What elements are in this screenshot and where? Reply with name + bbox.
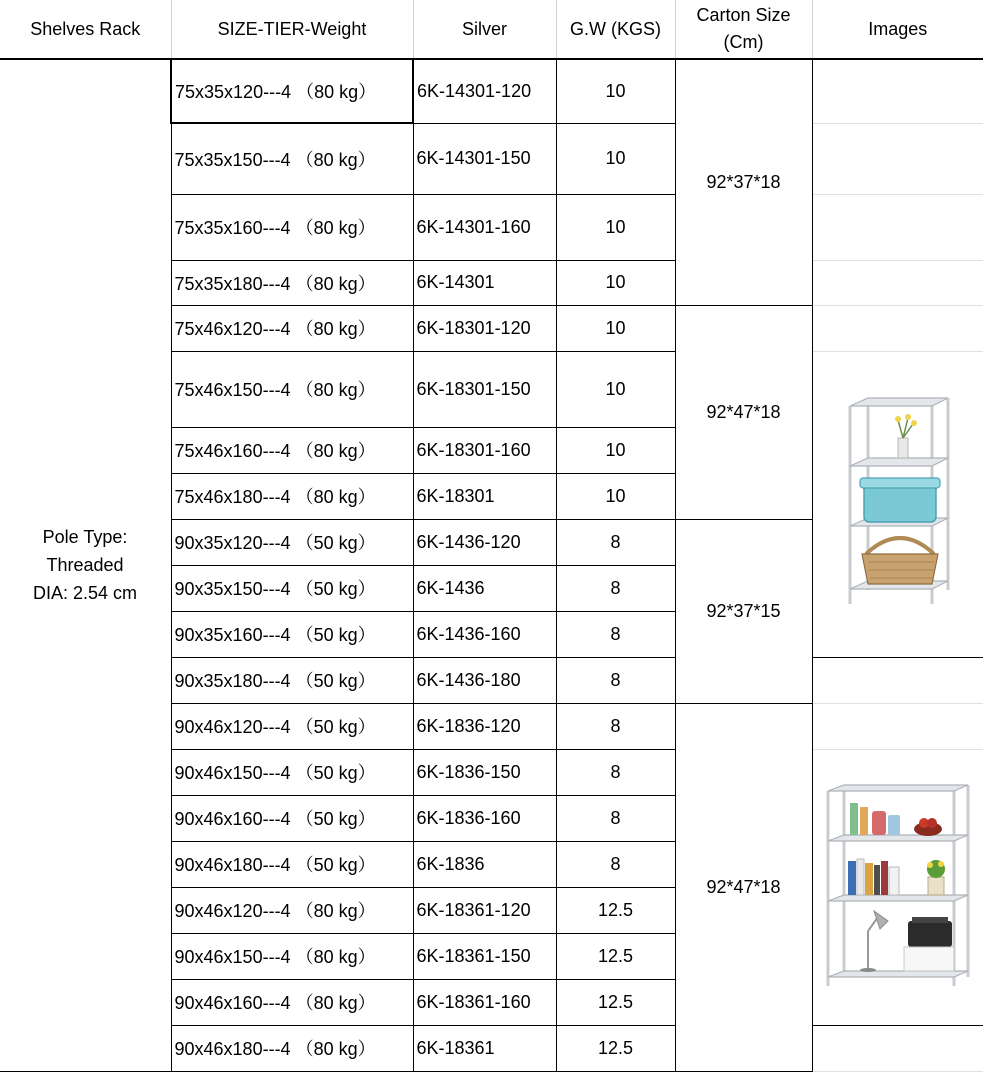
pole-diameter: DIA: 2.54 cm — [32, 583, 138, 604]
gw-cell: 10 — [556, 351, 675, 427]
sku-cell: 6K-1436 — [413, 565, 556, 611]
size-cell: 90x35x160---4 （50 kg） — [171, 611, 413, 657]
sku-cell: 6K-14301-120 — [413, 59, 556, 123]
header-carton-size — [675, 0, 812, 59]
size-cell: 75x35x120---4 （80 kg） — [171, 59, 413, 123]
gw-cell: 12.5 — [556, 1025, 675, 1071]
header-shelves-rack: Shelves Rack — [0, 0, 171, 59]
gw-cell: 8 — [556, 841, 675, 887]
gw-cell: 12.5 — [556, 887, 675, 933]
sku-cell: 6K-18361-150 — [413, 933, 556, 979]
carton-cell: 92*37*18 — [675, 59, 812, 305]
sku-cell: 6K-1836-160 — [413, 795, 556, 841]
carton-cell: 92*47*18 — [675, 703, 812, 1071]
size-cell: 75x35x180---4 （80 kg） — [171, 260, 413, 305]
size-cell: 90x46x150---4 （80 kg） — [171, 933, 413, 979]
size-cell: 90x46x180---4 （50 kg） — [171, 841, 413, 887]
sku-cell: 6K-14301 — [413, 260, 556, 305]
table-row — [0, 59, 983, 123]
sku-cell: 6K-1836-120 — [413, 703, 556, 749]
size-cell: 75x35x150---4 （80 kg） — [171, 123, 413, 194]
image-empty-cell — [812, 59, 983, 123]
sku-cell: 6K-1836 — [413, 841, 556, 887]
header-size-tier-weight: SIZE-TIER-Weight — [171, 0, 413, 59]
header-carton-line2: (Cm) — [723, 32, 764, 52]
image-empty-cell — [812, 657, 983, 703]
rack-with-basket-box-plant-icon — [838, 394, 958, 614]
carton-cell: 92*47*18 — [675, 305, 812, 519]
sku-cell: 6K-1436-160 — [413, 611, 556, 657]
sku-cell: 6K-1436-180 — [413, 657, 556, 703]
size-cell: 90x46x120---4 （80 kg） — [171, 887, 413, 933]
sku-cell: 6K-18301 — [413, 473, 556, 519]
header-images: Images — [812, 0, 983, 59]
size-cell: 75x35x160---4 （80 kg） — [171, 194, 413, 260]
gw-cell: 8 — [556, 657, 675, 703]
size-cell: 75x46x180---4 （80 kg） — [171, 473, 413, 519]
sku-cell: 6K-18361 — [413, 1025, 556, 1071]
gw-cell: 8 — [556, 519, 675, 565]
rack-with-books-printer-lamp-icon — [822, 781, 974, 993]
gw-cell: 10 — [556, 194, 675, 260]
gw-cell: 10 — [556, 59, 675, 123]
header-carton-line1: Carton Size — [696, 5, 791, 25]
gw-cell: 8 — [556, 749, 675, 795]
sku-cell: 6K-14301-160 — [413, 194, 556, 260]
sku-cell: 6K-1436-120 — [413, 519, 556, 565]
size-cell: 90x46x180---4 （80 kg） — [171, 1025, 413, 1071]
gw-cell: 10 — [556, 473, 675, 519]
image-empty-cell — [812, 123, 983, 194]
gw-cell: 8 — [556, 795, 675, 841]
sku-cell: 6K-18301-120 — [413, 305, 556, 351]
image-cell-rack-1 — [812, 351, 983, 657]
gw-cell: 10 — [556, 427, 675, 473]
image-cell-rack-2 — [812, 749, 983, 1025]
header-gw: G.W (KGS) — [556, 0, 675, 59]
gw-cell: 10 — [556, 305, 675, 351]
sku-cell: 6K-18301-150 — [413, 351, 556, 427]
pole-type-cell — [0, 59, 171, 1071]
gw-cell: 10 — [556, 123, 675, 194]
size-cell: 90x35x120---4 （50 kg） — [171, 519, 413, 565]
image-empty-cell — [812, 305, 983, 351]
size-cell: 90x35x180---4 （50 kg） — [171, 657, 413, 703]
sku-cell: 6K-18361-160 — [413, 979, 556, 1025]
size-cell: 90x46x120---4 （50 kg） — [171, 703, 413, 749]
gw-cell: 8 — [556, 703, 675, 749]
sku-cell: 6K-14301-150 — [413, 123, 556, 194]
gw-cell: 12.5 — [556, 933, 675, 979]
header-row — [0, 0, 983, 59]
image-empty-cell — [812, 1025, 983, 1071]
size-cell: 75x46x150---4 （80 kg） — [171, 351, 413, 427]
sku-cell: 6K-18301-160 — [413, 427, 556, 473]
gw-cell: 10 — [556, 260, 675, 305]
pole-type-label: Pole Type: — [42, 527, 128, 548]
gw-cell: 12.5 — [556, 979, 675, 1025]
pole-type-value: Threaded — [46, 555, 124, 576]
sku-cell: 6K-18361-120 — [413, 887, 556, 933]
size-cell: 90x46x160---4 （50 kg） — [171, 795, 413, 841]
size-cell: 75x46x160---4 （80 kg） — [171, 427, 413, 473]
header-silver: Silver — [413, 0, 556, 59]
image-empty-cell — [812, 703, 983, 749]
size-cell: 90x35x150---4 （50 kg） — [171, 565, 413, 611]
image-empty-cell — [812, 194, 983, 260]
sku-cell: 6K-1836-150 — [413, 749, 556, 795]
size-cell: 90x46x150---4 （50 kg） — [171, 749, 413, 795]
gw-cell: 8 — [556, 611, 675, 657]
image-empty-cell — [812, 260, 983, 305]
gw-cell: 8 — [556, 565, 675, 611]
carton-cell: 92*37*15 — [675, 519, 812, 703]
size-cell: 75x46x120---4 （80 kg） — [171, 305, 413, 351]
size-cell: 90x46x160---4 （80 kg） — [171, 979, 413, 1025]
